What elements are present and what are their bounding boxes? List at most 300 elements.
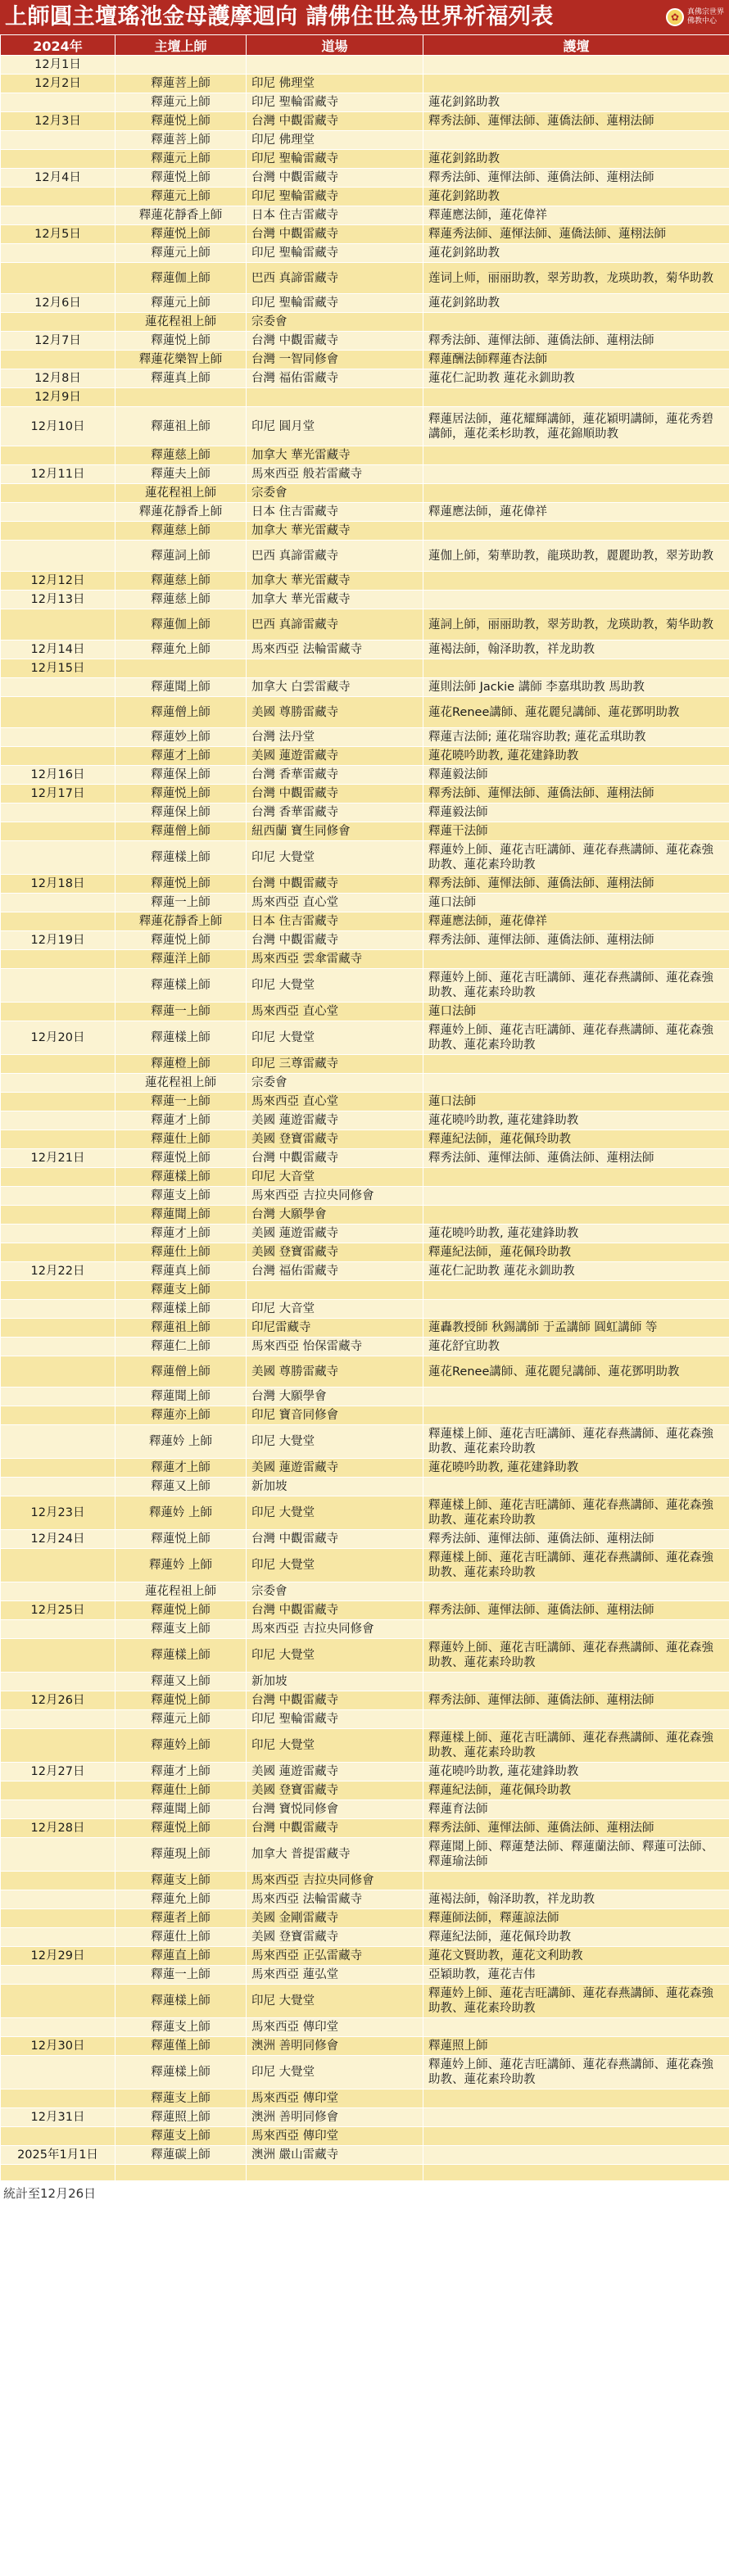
date-cell: 12月29日 [1, 1947, 115, 1966]
temple-cell: 印尼 佛理堂 [247, 131, 423, 150]
master-cell: 釋蓮悦上師 [115, 1601, 247, 1620]
temple-cell: 台灣 寶悦同修會 [247, 1800, 423, 1819]
altar-cell [423, 1388, 729, 1406]
date-cell: 12月21日 [1, 1149, 115, 1168]
master-cell: 釋蓮支上師 [115, 2127, 247, 2146]
altar-cell [423, 1055, 729, 1074]
temple-cell [247, 2165, 423, 2181]
temple-cell: 日本 住吉雷藏寺 [247, 206, 423, 225]
table-row [1, 1406, 729, 1425]
temple-cell: 馬來西亞 法輪雷藏寺 [247, 1890, 423, 1909]
table-row [1, 503, 729, 522]
temple-cell: 美國 金剛雷藏寺 [247, 1909, 423, 1928]
master-cell: 釋蓮悦上師 [115, 931, 247, 950]
date-cell [1, 1966, 115, 1985]
temple-cell: 馬來西亞 蓮弘堂 [247, 1966, 423, 1985]
temple-cell [247, 1281, 423, 1300]
table-row [1, 1985, 729, 2018]
table-row [1, 822, 729, 841]
master-cell: 釋蓮聞上師 [115, 1800, 247, 1819]
master-cell: 釋蓮真上師 [115, 1262, 247, 1281]
master-cell: 釋蓮僅上師 [115, 2037, 247, 2056]
table-row [1, 407, 729, 446]
page-header [0, 0, 729, 34]
altar-cell: 蓮花Renee講師、蓮花麗兒講師、蓮花鄧明助教 [423, 1356, 729, 1388]
temple-cell: 宗委會 [247, 1582, 423, 1601]
date-cell [1, 244, 115, 263]
altar-cell: 釋蓮照上師 [423, 2037, 729, 2056]
altar-cell: 釋秀法師、蓮惲法師、蓮僑法師、蓮栩法師 [423, 1691, 729, 1710]
date-cell: 12月10日 [1, 407, 115, 446]
temple-cell: 巴西 真諦雷藏寺 [247, 263, 423, 294]
master-cell: 釋蓮現上師 [115, 1838, 247, 1872]
date-cell [1, 1281, 115, 1300]
temple-cell: 印尼 大覺堂 [247, 1549, 423, 1582]
table-row [1, 2127, 729, 2146]
temple-cell: 台灣 中觀雷藏寺 [247, 931, 423, 950]
master-cell: 釋蓮支上師 [115, 1872, 247, 1890]
master-cell: 釋蓮才上師 [115, 747, 247, 766]
column-header-temple: 道場 [247, 35, 423, 56]
table-row [1, 1710, 729, 1729]
date-cell [1, 1909, 115, 1928]
master-cell: 釋蓮洋上師 [115, 950, 247, 969]
master-cell: 釋蓮菩上師 [115, 131, 247, 150]
altar-cell [423, 484, 729, 503]
temple-cell: 加拿大 華光雷藏寺 [247, 446, 423, 465]
altar-cell: 釋秀法師、蓮惲法師、蓮僑法師、蓮栩法師 [423, 1149, 729, 1168]
altar-cell: 蓮花曉吟助教, 蓮花建鋒助教 [423, 747, 729, 766]
altar-cell [423, 659, 729, 678]
temple-cell [247, 56, 423, 75]
temple-cell: 澳洲 嚴山雷藏寺 [247, 2146, 423, 2165]
date-cell: 12月13日 [1, 591, 115, 609]
temple-cell: 美國 尊勝雷藏寺 [247, 1356, 423, 1388]
master-cell: 釋蓮悦上師 [115, 332, 247, 351]
master-cell: 釋蓮悦上師 [115, 785, 247, 804]
temple-cell: 馬來西亞 直心堂 [247, 894, 423, 912]
table-row [1, 1673, 729, 1691]
temple-cell: 印尼 聖輪雷藏寺 [247, 1710, 423, 1729]
altar-cell [423, 950, 729, 969]
table-row [1, 388, 729, 407]
altar-cell [423, 1206, 729, 1225]
altar-cell: 蓮花曉吟助教, 蓮花建鋒助教 [423, 1225, 729, 1243]
date-cell [1, 1243, 115, 1262]
master-cell [115, 388, 247, 407]
altar-cell: 蓮花釗銘助教 [423, 294, 729, 313]
date-cell: 12月7日 [1, 332, 115, 351]
table-row [1, 93, 729, 112]
master-cell: 釋蓮樣上師 [115, 1300, 247, 1319]
table-row [1, 1763, 729, 1781]
temple-cell: 台灣 中觀雷藏寺 [247, 1819, 423, 1838]
temple-cell: 印尼 大覺堂 [247, 2056, 423, 2089]
altar-cell: 蓮花釗銘助教 [423, 150, 729, 169]
master-cell: 釋蓮允上師 [115, 1890, 247, 1909]
temple-cell: 日本 住吉雷藏寺 [247, 912, 423, 931]
master-cell: 釋蓮慈上師 [115, 446, 247, 465]
table-row [1, 1781, 729, 1800]
table-row [1, 1003, 729, 1021]
altar-cell [423, 1620, 729, 1639]
table-row [1, 912, 729, 931]
temple-cell: 台灣 大願學會 [247, 1206, 423, 1225]
altar-cell: 釋蓮毅法師 [423, 766, 729, 785]
date-cell [1, 1130, 115, 1149]
temple-cell: 台灣 中觀雷藏寺 [247, 332, 423, 351]
date-cell: 12月27日 [1, 1763, 115, 1781]
temple-cell: 台灣 福佑雷藏寺 [247, 369, 423, 388]
master-cell: 釋蓮元上師 [115, 93, 247, 112]
temple-cell: 台灣 香華雷藏寺 [247, 804, 423, 822]
master-cell: 釋蓮元上師 [115, 188, 247, 206]
altar-cell: 釋蓮吉法師; 蓮花瑞容助教; 蓮花孟琪助教 [423, 728, 729, 747]
date-cell: 12月17日 [1, 785, 115, 804]
master-cell: 釋蓮花樂智上師 [115, 351, 247, 369]
date-cell [1, 804, 115, 822]
date-cell [1, 697, 115, 728]
altar-cell [423, 388, 729, 407]
master-cell: 釋蓮亦上師 [115, 1406, 247, 1425]
column-header-date: 2024年 [1, 35, 115, 56]
master-cell [115, 2165, 247, 2181]
altar-cell: 蓮口法師 [423, 1093, 729, 1111]
altar-cell: 釋秀法師、蓮惲法師、蓮僑法師、蓮栩法師 [423, 785, 729, 804]
master-cell: 釋蓮妗上師 [115, 1729, 247, 1763]
table-row [1, 1074, 729, 1093]
temple-cell: 加拿大 華光雷藏寺 [247, 522, 423, 541]
table-row [1, 969, 729, 1003]
altar-cell: 釋蓮居法師，蓮花耀輝講師，蓮花穎明講師，蓮花秀碧講師，蓮花柔杉助教，蓮花錦順助教 [423, 407, 729, 446]
table-row [1, 1149, 729, 1168]
temple-cell: 馬來西亞 傳印堂 [247, 2018, 423, 2037]
date-cell [1, 484, 115, 503]
master-cell: 釋蓮詞上師 [115, 541, 247, 572]
date-cell [1, 747, 115, 766]
altar-cell: 蓮花仁記助教 蓮花永釧助教 [423, 1262, 729, 1281]
temple-cell: 宗委會 [247, 484, 423, 503]
temple-cell: 加拿大 白雲雷藏寺 [247, 678, 423, 697]
master-cell: 釋蓮悦上師 [115, 1691, 247, 1710]
date-cell: 12月11日 [1, 465, 115, 484]
table-row [1, 75, 729, 93]
master-cell: 釋蓮夫上師 [115, 465, 247, 484]
altar-cell: 釋秀法師、蓮惲法師、蓮僑法師、蓮栩法師 [423, 875, 729, 894]
master-cell: 釋蓮伽上師 [115, 609, 247, 641]
table-row [1, 1639, 729, 1673]
table-row [1, 1947, 729, 1966]
temple-cell: 巴西 真諦雷藏寺 [247, 609, 423, 641]
temple-cell: 美國 登寶雷藏寺 [247, 1243, 423, 1262]
altar-cell: 釋蓮樣上師、蓮花吉旺講師、蓮花春燕講師、蓮花森強助教、蓮花素玲助教 [423, 1549, 729, 1582]
temple-cell: 巴西 真諦雷藏寺 [247, 541, 423, 572]
master-cell: 釋蓮樣上師 [115, 2056, 247, 2089]
master-cell: 釋蓮樣上師 [115, 1021, 247, 1055]
table-row [1, 1691, 729, 1710]
table-row [1, 2146, 729, 2165]
date-cell [1, 1388, 115, 1406]
master-cell: 釋蓮直上師 [115, 1947, 247, 1966]
table-row [1, 522, 729, 541]
temple-cell: 台灣 福佑雷藏寺 [247, 1262, 423, 1281]
table-row [1, 2056, 729, 2089]
master-cell: 釋蓮元上師 [115, 294, 247, 313]
altar-cell: 蓮花曉吟助教, 蓮花建鋒助教 [423, 1111, 729, 1130]
altar-cell [423, 2146, 729, 2165]
altar-cell [423, 313, 729, 332]
altar-cell: 釋蓮妗上師、蓮花吉旺講師、蓮花春燕講師、蓮花森強助教、蓮花素玲助教 [423, 969, 729, 1003]
altar-cell: 釋蓮育法師 [423, 1800, 729, 1819]
table-row [1, 609, 729, 641]
temple-cell: 印尼 聖輪雷藏寺 [247, 150, 423, 169]
altar-cell: 釋秀法師、蓮惲法師、蓮僑法師、蓮栩法師 [423, 1601, 729, 1620]
master-cell: 釋蓮僧上師 [115, 697, 247, 728]
altar-cell: 釋秀法師、蓮惲法師、蓮僑法師、蓮栩法師 [423, 931, 729, 950]
temple-cell: 台灣 中觀雷藏寺 [247, 112, 423, 131]
date-cell: 12月24日 [1, 1530, 115, 1549]
altar-cell: 釋蓮師法師，釋蓮諒法師 [423, 1909, 729, 1928]
altar-cell: 釋蓮毅法師 [423, 804, 729, 822]
date-cell [1, 1549, 115, 1582]
temple-cell: 美國 蓮遊雷藏寺 [247, 1459, 423, 1478]
temple-cell: 馬來西亞 般若雷藏寺 [247, 465, 423, 484]
altar-cell: 亞穎助教，蓮花吉伟 [423, 1966, 729, 1985]
date-cell [1, 2089, 115, 2108]
master-cell: 釋蓮元上師 [115, 150, 247, 169]
table-row [1, 2018, 729, 2037]
table-row [1, 697, 729, 728]
master-cell: 釋蓮妙上師 [115, 728, 247, 747]
table-row [1, 1928, 729, 1947]
table-row [1, 1262, 729, 1281]
master-cell: 釋蓮支上師 [115, 1281, 247, 1300]
altar-cell [423, 1582, 729, 1601]
temple-cell: 宗委會 [247, 313, 423, 332]
master-cell: 釋蓮樣上師 [115, 1639, 247, 1673]
altar-cell: 蓮花釗銘助教 [423, 244, 729, 263]
table-row [1, 131, 729, 150]
table-row [1, 332, 729, 351]
table-row [1, 1966, 729, 1985]
master-cell [115, 56, 247, 75]
altar-cell [423, 2165, 729, 2181]
master-cell: 釋蓮仁上師 [115, 1338, 247, 1356]
altar-cell: 釋蓮妗上師、蓮花吉旺講師、蓮花春燕講師、蓮花森強助教、蓮花素玲助教 [423, 1985, 729, 2018]
temple-cell: 印尼 大覺堂 [247, 1729, 423, 1763]
table-row [1, 1549, 729, 1582]
temple-cell: 美國 蓮遊雷藏寺 [247, 747, 423, 766]
table-row [1, 1319, 729, 1338]
table-row [1, 1601, 729, 1620]
table-row [1, 1206, 729, 1225]
table-row [1, 1496, 729, 1530]
altar-cell: 釋蓮妗上師、蓮花吉旺講師、蓮花春燕講師、蓮花森強助教、蓮花素玲助教 [423, 1021, 729, 1055]
temple-cell: 印尼 大覺堂 [247, 1639, 423, 1673]
table-row [1, 1111, 729, 1130]
date-cell: 12月16日 [1, 766, 115, 785]
master-cell: 釋蓮才上師 [115, 1763, 247, 1781]
altar-cell [423, 1187, 729, 1206]
master-cell: 釋蓮一上師 [115, 894, 247, 912]
master-cell: 釋蓮悦上師 [115, 169, 247, 188]
temple-cell: 馬來西亞 吉拉央同修會 [247, 1187, 423, 1206]
table-row [1, 2165, 729, 2181]
temple-cell: 美國 登寶雷藏寺 [247, 1781, 423, 1800]
master-cell: 釋蓮祖上師 [115, 1319, 247, 1338]
master-cell: 釋蓮允上師 [115, 641, 247, 659]
temple-cell: 馬來西亞 吉拉央同修會 [247, 1620, 423, 1639]
table-row [1, 1909, 729, 1928]
table-row [1, 950, 729, 969]
temple-cell: 新加坡 [247, 1673, 423, 1691]
footer-note: 統計至12月26日 [3, 2186, 97, 2201]
altar-cell: 蓮褐法師，翰泽助教，祥龙助教 [423, 641, 729, 659]
date-cell: 12月1日 [1, 56, 115, 75]
temple-cell: 馬來西亞 雲傘雷藏寺 [247, 950, 423, 969]
master-cell: 釋蓮慈上師 [115, 572, 247, 591]
temple-cell: 台灣 中觀雷藏寺 [247, 1530, 423, 1549]
table-row [1, 351, 729, 369]
table-header-row [1, 35, 729, 56]
altar-cell: 釋蓮秀法師、蓮惲法師、蓮僑法師、蓮栩法師 [423, 225, 729, 244]
altar-cell [423, 2018, 729, 2037]
temple-cell: 美國 蓮遊雷藏寺 [247, 1763, 423, 1781]
date-cell [1, 131, 115, 150]
table-row [1, 465, 729, 484]
temple-cell: 台灣 一智同修會 [247, 351, 423, 369]
altar-cell [423, 75, 729, 93]
master-cell: 釋蓮悦上師 [115, 225, 247, 244]
date-cell [1, 1800, 115, 1819]
date-cell [1, 263, 115, 294]
master-cell: 釋蓮又上師 [115, 1478, 247, 1496]
altar-cell [423, 56, 729, 75]
date-cell [1, 1985, 115, 2018]
table-row [1, 572, 729, 591]
master-cell: 釋蓮又上師 [115, 1673, 247, 1691]
altar-cell: 蓮花曉吟助教, 蓮花建鋒助教 [423, 1763, 729, 1781]
table-row [1, 1130, 729, 1149]
altar-cell: 蓮花Renee講師、蓮花麗兒講師、蓮花鄧明助教 [423, 697, 729, 728]
temple-cell: 台灣 中觀雷藏寺 [247, 875, 423, 894]
date-cell [1, 841, 115, 875]
master-cell: 釋蓮菩上師 [115, 75, 247, 93]
altar-cell [423, 1406, 729, 1425]
date-cell [1, 1673, 115, 1691]
master-cell: 釋蓮保上師 [115, 766, 247, 785]
lotus-seal-icon: ✿ [666, 8, 684, 26]
date-cell [1, 2165, 115, 2181]
date-cell: 12月25日 [1, 1601, 115, 1620]
date-cell [1, 1055, 115, 1074]
table-row [1, 369, 729, 388]
altar-cell: 釋蓮紀法師，蓮花佩玲助教 [423, 1243, 729, 1262]
altar-cell: 蓮褐法師，翰泽助教，祥龙助教 [423, 1890, 729, 1909]
temple-cell: 台灣 香華雷藏寺 [247, 766, 423, 785]
master-cell: 釋蓮仕上師 [115, 1928, 247, 1947]
schedule-table [0, 34, 729, 2181]
table-row [1, 1338, 729, 1356]
table-row [1, 206, 729, 225]
altar-cell [423, 1300, 729, 1319]
altar-cell: 釋蓮酬法師釋蓮杏法師 [423, 351, 729, 369]
master-cell: 釋蓮妗 上師 [115, 1549, 247, 1582]
master-cell: 釋蓮聞上師 [115, 1388, 247, 1406]
date-cell [1, 1319, 115, 1338]
master-cell: 釋蓮橙上師 [115, 1055, 247, 1074]
table-row [1, 841, 729, 875]
master-cell: 釋蓮僧上師 [115, 1356, 247, 1388]
master-cell: 釋蓮祖上師 [115, 407, 247, 446]
altar-cell: 蓮花仁記助教 蓮花永釧助教 [423, 369, 729, 388]
altar-cell [423, 131, 729, 150]
table-row [1, 541, 729, 572]
date-cell [1, 1206, 115, 1225]
master-cell: 釋蓮花靜香上師 [115, 503, 247, 522]
temple-cell: 印尼 大覺堂 [247, 1021, 423, 1055]
master-cell: 釋蓮聞上師 [115, 678, 247, 697]
altar-cell: 釋蓮紀法師，蓮花佩玲助教 [423, 1928, 729, 1947]
table-row [1, 641, 729, 659]
date-cell [1, 503, 115, 522]
master-cell [115, 659, 247, 678]
temple-cell: 馬來西亞 直心堂 [247, 1093, 423, 1111]
altar-cell: 釋秀法師、蓮惲法師、蓮僑法師、蓮栩法師 [423, 332, 729, 351]
temple-cell: 印尼 大覺堂 [247, 1985, 423, 2018]
table-row [1, 1729, 729, 1763]
temple-cell: 台灣 大願學會 [247, 1388, 423, 1406]
temple-cell: 印尼 三尊雷藏寺 [247, 1055, 423, 1074]
altar-cell [423, 1074, 729, 1093]
master-cell: 釋蓮元上師 [115, 1710, 247, 1729]
master-cell: 釋蓮悦上師 [115, 1149, 247, 1168]
altar-cell: 釋秀法師、蓮惲法師、蓮僑法師、蓮栩法師 [423, 112, 729, 131]
date-cell: 12月30日 [1, 2037, 115, 2056]
master-cell: 釋蓮一上師 [115, 1093, 247, 1111]
table-row [1, 894, 729, 912]
altar-cell: 釋蓮樣上師、蓮花吉旺講師、蓮花春燕講師、蓮花森強助教、蓮花素玲助教 [423, 1425, 729, 1459]
table-row [1, 1356, 729, 1388]
altar-cell: 蓮花舒宜助教 [423, 1338, 729, 1356]
temple-cell: 馬來西亞 怡保雷藏寺 [247, 1338, 423, 1356]
date-cell [1, 93, 115, 112]
master-cell: 釋蓮仕上師 [115, 1781, 247, 1800]
date-cell [1, 822, 115, 841]
master-cell: 釋蓮慈上師 [115, 591, 247, 609]
date-cell [1, 1582, 115, 1601]
temple-cell: 印尼 大覺堂 [247, 841, 423, 875]
temple-cell: 宗委會 [247, 1074, 423, 1093]
table-row [1, 2089, 729, 2108]
master-cell: 釋蓮悦上師 [115, 875, 247, 894]
altar-cell: 釋蓮妗上師、蓮花吉旺講師、蓮花春燕講師、蓮花森強助教、蓮花素玲助教 [423, 2056, 729, 2089]
date-cell: 12月5日 [1, 225, 115, 244]
temple-cell: 台灣 中觀雷藏寺 [247, 1691, 423, 1710]
altar-cell [423, 465, 729, 484]
org-logo [666, 7, 724, 28]
date-cell [1, 150, 115, 169]
date-cell: 12月12日 [1, 572, 115, 591]
date-cell [1, 1459, 115, 1478]
table-row [1, 1890, 729, 1909]
date-cell [1, 950, 115, 969]
table-row [1, 785, 729, 804]
date-cell [1, 1168, 115, 1187]
master-cell: 釋蓮支上師 [115, 1187, 247, 1206]
altar-cell [423, 2108, 729, 2127]
altar-cell: 釋蓮妗上師、蓮花吉旺講師、蓮花春燕講師、蓮花森強助教、蓮花素玲助教 [423, 1639, 729, 1673]
